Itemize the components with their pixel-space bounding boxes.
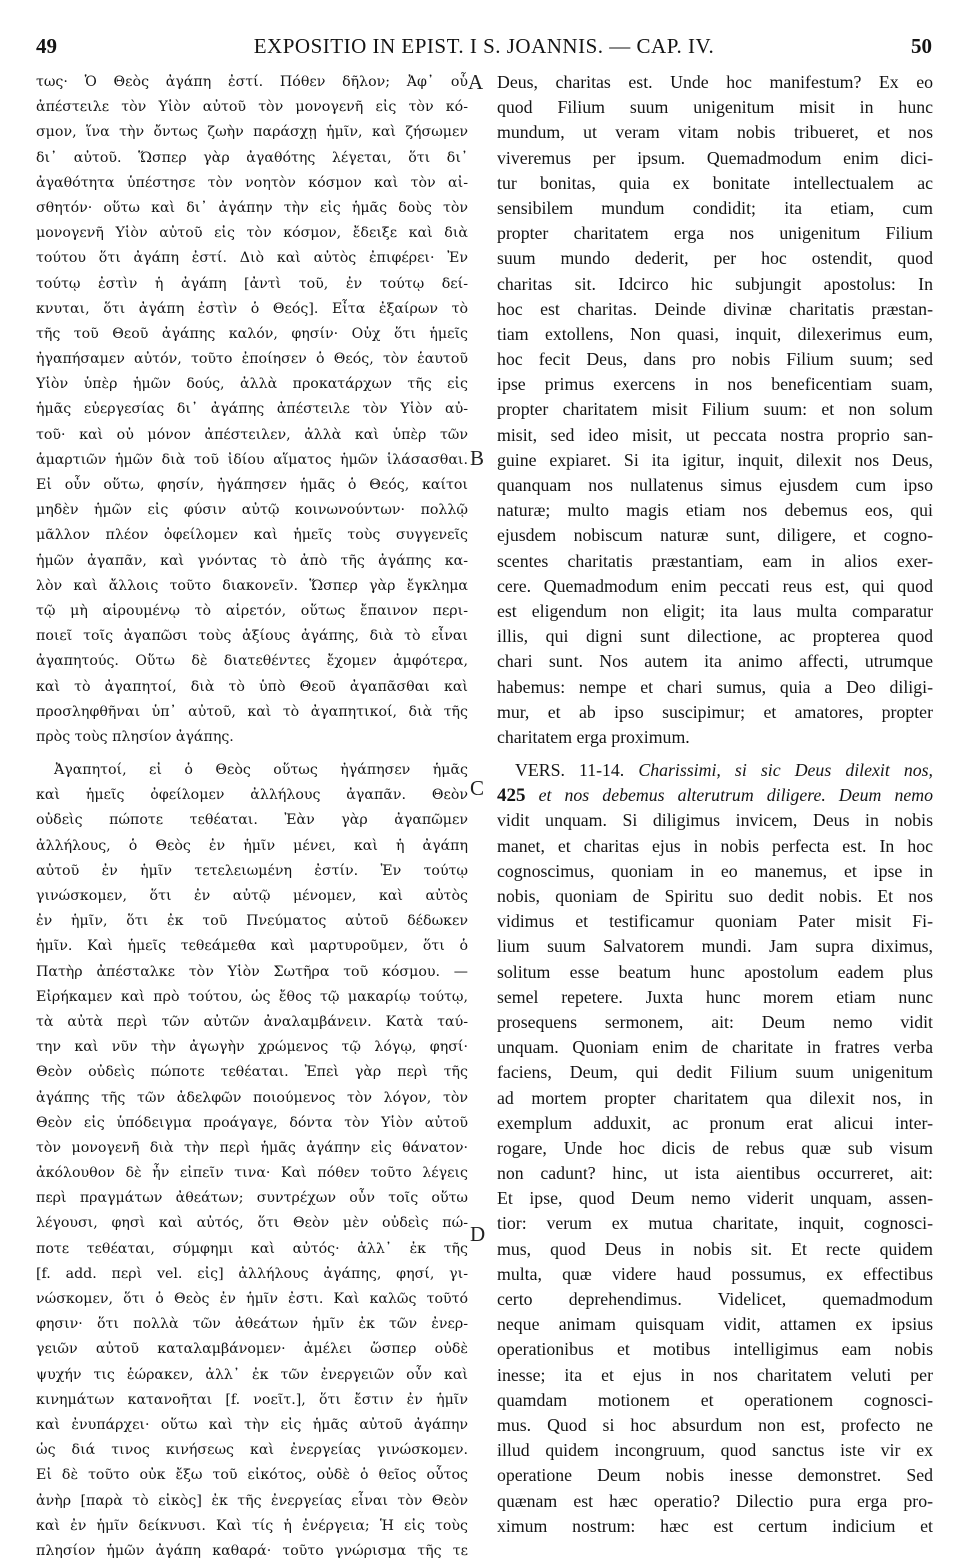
text-line: misit, sed ideo misit, ut peccata nostra proprio san- <box>497 424 933 445</box>
text-line: φησιν· ὅτι πολλὰ τῶν ἀθεάτων ἡμῖν ἐκ τῶν ἐνερ- <box>36 1316 468 1333</box>
text-line: inesse; ita et ejus in nos charitatem veluti per <box>497 1364 933 1385</box>
text-line: mundum, ut veram vitam nobis tribueret, et nos <box>497 122 933 143</box>
text-line: quod Filium suum unigenitum misit in hunc <box>497 97 933 118</box>
greek-column <box>36 70 468 1564</box>
text-line: ἡμᾶς εὐεργεσίας δι᾽ ἀγάπης ἀπέστειλε τὸν Υἱὸν αὐ- <box>36 401 468 418</box>
text-line: λὸν καὶ ἄλλοις τοῦτο διακονεῖν. Ὥσπερ γὰρ ἔγκλημα <box>36 577 468 594</box>
text-line: μηδὲν ἡμῶν εἰς φύσιν αὐτῷ κοινωνούντων· πολλῷ <box>36 502 468 519</box>
text-line: mus. Quod si hoc absurdum non est, profecto ne <box>497 1414 933 1435</box>
text-line: ἡμῶν ἀγαπᾶν, καὶ γνόντας τὸ ἀπὸ τῆς ἀγάπης κα- <box>36 552 468 569</box>
section-marker-d: D <box>470 1222 486 1246</box>
text-line: sensibilem mundum condidit; ita etiam, cum <box>497 197 933 218</box>
text-line: μᾶλλον πλέον ὀφείλομεν καὶ ἡμεῖς τοὺς συγγενεῖς <box>36 527 468 544</box>
text-line: ejusdem nobiscum naturæ sunt, diligere, et cogno- <box>497 525 933 546</box>
running-title: EXPOSITIO IN EPIST. I S. JOANNIS. — CAP. IV. <box>253 34 715 58</box>
text-line: charitas sit. Idcirco hic subjungit apostolus: In <box>497 273 933 294</box>
latin-paragraph-2 <box>497 808 933 1538</box>
text-line: prosequens sermonem, ait: Deum nemo vidit <box>497 1011 933 1032</box>
text-line: naturæ; multo magis etiam nos debemus eos, qui <box>497 500 933 521</box>
text-line: propter charitatem misit Filium suum: et non solum <box>497 399 933 420</box>
text-line: [f. add. περὶ vel. εἰς] ἀλλήλους ἀγάπης, φησί, γι- <box>36 1265 468 1282</box>
text-line: neque animam quisquam vidit, attamen ex ipsius <box>497 1314 933 1335</box>
text-line: vidit unquam. Si diligimus invicem, Deus in nobis <box>497 810 933 831</box>
text-line: κνυται, ὅτι ἀγάπη ἐστὶν ὁ Θεός]. Εἶτα ἐξαίρων τὸ <box>36 300 468 317</box>
text-line: propter charitatem erga nos unigenitum Filium <box>497 223 933 244</box>
page-number-right: 50 <box>911 34 932 58</box>
text-line: operationibus et motibus intelligimus eam nobis <box>497 1339 933 1360</box>
text-line: multa, quæ videre haud possumus, ex effectibus <box>497 1263 933 1284</box>
text-line: κινημάτων κατανοῆται [f. νοεῖτ.], ὅτι ἔστιν ἐν ἡμῖν <box>36 1391 468 1408</box>
text-line: vidimus et testificamur quoniam Pater misit Fi- <box>497 911 933 932</box>
text-line: cere. Quemadmodum enim peccati reus est, qui quod <box>497 575 933 596</box>
text-line: Πατὴρ ἀπέσταλκε τὸν Υἱὸν Σωτῆρα τοῦ κόσμου. — <box>36 963 468 980</box>
text-line: viveremus per ipsum. Quemadmodum enim dici- <box>497 147 933 168</box>
text-line: περὶ πραγμάτων ἀθεάτων; συντρέχων οὖν τοῖς οὕτω <box>36 1190 468 1207</box>
text-line: καὶ ἐνυπάρχει· οὕτω καὶ τὴν εἰς ἡμᾶς αὐτοῦ ἀγάπην <box>36 1416 468 1433</box>
text-line: illis, qui digni sunt dilectione, ac propterea quod <box>497 626 933 647</box>
text-line: suum mundo dederit, per hoc ostendit, quod <box>497 248 933 269</box>
page-reference: 425 <box>497 785 526 807</box>
text-line: ἁμαρτιῶν ἡμῶν διὰ τοῦ ἰδίου αἵματος ἡμῶν ἱλάσασθαι. <box>36 451 468 468</box>
text-line: γειῶν αὐτοῦ καταλαμβάνομεν· ἀμέλει ὥσπερ οὐδὲ <box>36 1341 468 1358</box>
text-line: operatione Deum nobis inesse demonstret. Sed <box>497 1465 933 1486</box>
text-line: μονογενῆ Υἱὸν αὐτοῦ εἰς τὸν κόσμον, ἔδειξε καὶ διὰ <box>36 225 468 242</box>
text-line: Ἀγαπητοί, εἰ ὁ Θεὸς οὕτως ἠγάπησεν ἡμᾶς <box>54 762 468 779</box>
section-marker-b: B <box>470 446 485 470</box>
page-number-left: 49 <box>36 34 57 58</box>
running-header <box>36 34 932 64</box>
text-line: faciens, Deum, qui dedit Filium suum unigenitum <box>497 1062 933 1083</box>
text-line: αὐτοῦ ἐν ἡμῖν τετελειωμένη ἐστίν. Ἐν τούτῳ <box>36 862 468 879</box>
text-line: ximum nostrum: hæc est certum indicium et <box>497 1515 933 1536</box>
text-line: guine expiaret. Si ita igitur, inquit, dilexit nos Deus, <box>497 449 933 470</box>
text-line: ipse primus exercens in nos beneficentiam suam, <box>497 374 933 395</box>
text-line: πλησίον ἡμῶν ἀγάπη καθαρά· τοῦτο γνώρισμα τῆς τε <box>36 1542 468 1559</box>
text-line: Εἰ δὲ τοῦτο οὐκ ἔξω τοῦ εἰκότος, οὐδὲ ὁ θεῖος οὗτος <box>36 1467 468 1484</box>
text-line: quamdam motionem et operationem cognosci- <box>497 1389 933 1410</box>
text-line: ἀγαθότητα ὑπέστησε τὸν νοητὸν κόσμον καὶ τὸν αἰ- <box>36 174 468 191</box>
text-line: καὶ τὸ ἀγαπητοί, διὰ τὸ ὑπὸ Θεοῦ ἀγαπᾶσθαι καὶ <box>36 678 468 695</box>
text-line: τῆς τοῦ Θεοῦ ἀγάπης καλόν, φησίν· Οὐχ ὅτι ἡμεῖς <box>36 325 468 342</box>
text-line: ἀγαπητούς. Οὕτω δὲ διατεθέντες ἔχομεν ἀμφότερα, <box>36 653 468 670</box>
latin-column <box>497 70 933 1539</box>
text-line: habemus: nempe et chari sumus, quia a Deo diligi- <box>497 676 933 697</box>
text-line: mur, et ab ipso suscipimur; et amatores, propter <box>497 701 933 722</box>
verse-heading-line <box>497 758 933 783</box>
greek-paragraph-1 <box>36 70 468 750</box>
text-line: tur bonitas, quia ex bonitate intellectualem ac <box>497 172 933 193</box>
text-line: λέγουσι, φησὶ καὶ αὐτός, ὅτι Θεὸν μὲν οὐδεὶς πώ- <box>36 1215 468 1232</box>
text-line: καὶ ἐν ἡμῖν δείκνυσι. Καὶ τίς ἡ ἐνέργεια; Ἡ εἰς τοὺς <box>36 1517 468 1534</box>
text-line: καὶ ἡμεῖς ὀφείλομεν ἀλλήλους ἀγαπᾶν. Θεὸν <box>36 787 468 804</box>
text-line: ποιεῖ τοῖς ἀγαπῶσι τοὺς ἀξίους ἀγάπης, διὰ τὸ εἶναι <box>36 628 468 645</box>
text-line: οὐδεὶς πώποτε τεθέαται. Ἐὰν γὰρ ἀγαπῶμεν <box>36 812 468 829</box>
text-line: quænam est hæc operatio? Dilectio pura erga pro- <box>497 1490 933 1511</box>
text-line: σθητόν· οὕτω καὶ δι᾽ ἀγάπην τὴν εἰς ἡμᾶς δοὺς τὸν <box>36 199 468 216</box>
verse-text-start: Charissimi, si sic Deus dilexit nos, <box>638 760 933 781</box>
text-line: προσληφθῆναι ὑπ᾽ αὐτοῦ, καὶ τὸ ἀγαπητικοί, διὰ τῆς <box>36 703 468 720</box>
text-line: manet, et charitas ejus in nobis perfecta est. In hoc <box>497 835 933 856</box>
text-line: ποτε τεθέαται, σύμφημι καὶ αὐτός· ἀλλ᾽ ἐκ τῆς <box>36 1240 468 1257</box>
text-line: ἠγαπήσαμεν αὐτόν, τοῦτο ἐποίησεν ὁ Θεός, τὸν ἑαυτοῦ <box>36 351 468 368</box>
text-line: solitum esse beatum hunc apostolum eadem plus <box>497 961 933 982</box>
text-line: illud quidem incongruum, quod sanctus iste vir ex <box>497 1440 933 1461</box>
text-line: tior: verum ex mutua charitate, inquit, cognosci- <box>497 1213 933 1234</box>
text-line: σμον, ἵνα τὴν ὄντως ζωὴν παράσχῃ ἡμῖν, καὶ ζήσωμεν <box>36 124 468 141</box>
text-line: mus, quod Deus in nobis sit. Et recte quidem <box>497 1238 933 1259</box>
text-line: cognoscimus, quoniam in eo manemus, et ipse in <box>497 860 933 881</box>
text-line: δι᾽ αὐτοῦ. Ὥσπερ γὰρ ἀγαθότης λέγεται, ὅτι δι᾽ <box>36 149 468 166</box>
text-line: tiam extollens, Non quasi, inquit, dilexerimus eum, <box>497 323 933 344</box>
text-line: hoc est charitas. Deinde divinæ charitatis præstan- <box>497 298 933 319</box>
text-line: ἡμῖν. Καὶ ἡμεῖς τεθεάμεθα καὶ μαρτυροῦμεν, ὅτι ὁ <box>36 938 468 955</box>
text-line: exemplum adduxit, ac pronum erat alicui inter- <box>497 1112 933 1133</box>
text-line: Et ipse, quod Deum nemo viderit unquam, assen- <box>497 1188 933 1209</box>
verse-text-continued: et nos debemus alterutrum diligere. Deum nemo <box>538 785 933 806</box>
text-line: semel repetere. Juxta hunc morem etiam nunc <box>497 986 933 1007</box>
text-line: την καὶ νῦν τὴν ἀγωγὴν χρώμενος τῷ λόγῳ, φησί· <box>36 1039 468 1056</box>
text-line: lium suum Salvatorem mundi. Jam supra diximus, <box>497 936 933 957</box>
text-line: νώσκομεν, ὅτι ὁ Θεὸς ἐν ἡμῖν ἐστι. Καὶ καλῶς τοῦτό <box>36 1291 468 1307</box>
text-line: τὸν μονογενῆ διὰ τὴν περὶ ἡμᾶς ἀγάπην εἰς θάνατον· <box>36 1139 468 1156</box>
text-line: τοῦ· καὶ οὐ μόνον ἀπέστειλεν, ἀλλὰ καὶ ὑπὲρ τῶν <box>36 426 468 443</box>
text-line: Εἰ οὖν οὕτω, φησίν, ἠγάπησεν ἡμᾶς ὁ Θεός, καίτοι <box>36 477 468 493</box>
text-line: charitatem erga proximum. <box>497 726 690 747</box>
verse-second-line <box>497 783 933 808</box>
text-line: ἀνὴρ [παρὰ τὸ εἰκὸς] ἐκ τῆς ἐνεργείας εἶναι τὸν Θεὸν <box>36 1492 468 1509</box>
text-line: hoc fecit Deus, dans pro nobis Filium suum; sed <box>497 349 933 370</box>
text-line: rogare, Unde hoc dicis de rebus quæ sub visum <box>497 1137 933 1158</box>
text-line: Θεὸν εἰς ὑπόδειγμα προάγαγε, δόντα τὸν Υἱὸν αὐτοῦ <box>36 1114 468 1131</box>
text-line: ἀπέστειλε τὸν Υἱὸν αὐτοῦ τὸν μονογενῆ εἰς τὸν κό- <box>36 99 468 116</box>
text-line: ἀγάπης τῆς τῶν ἀδελφῶν ποιούμενος τὸν λόγον, τὸν <box>36 1089 468 1106</box>
text-line: Υἱὸν ὑπὲρ ἡμῶν δούς, ἀλλὰ προκατάρχων τῆς εἰς <box>36 376 468 393</box>
latin-paragraph-1 <box>497 70 933 750</box>
text-line: unquam. Quoniam enim de charitate in fratres verba <box>497 1037 933 1058</box>
text-line: Εἰρήκαμεν καὶ πρὸ τούτου, ὡς ἔθος τῷ μακαρίῳ τούτῳ, <box>36 988 468 1005</box>
text-line: non cadunt? hinc, ut ista aientibus occurreret, ait: <box>497 1163 933 1184</box>
text-line: τούτου ὅτι ἀγάπη ἐστί. Διὸ καὶ αὐτὸς ἐπιφέρει· Ἐν <box>36 250 468 267</box>
text-line: quanquam nos nullatenus simus ejusdem cum ipso <box>497 475 933 495</box>
text-line: τούτῳ ἐστὶν ἡ ἀγάπη [ἀντὶ τοῦ, ἐν τούτῳ δεί- <box>36 275 468 292</box>
text-line: Deus, charitas est. Unde hoc manifestum? Ex eo <box>497 72 933 92</box>
text-line: ad mortem propter charitatem qua dilexit nos, in <box>497 1087 933 1108</box>
text-line: ὡς διά τινος κινήσεως καὶ ἐνεργείας γινώσκομεν. <box>36 1442 468 1459</box>
text-line: Θεὸν οὐδεὶς πώποτε τεθέαται. Ἐπεὶ γὰρ περὶ τῆς <box>36 1064 468 1081</box>
text-line: τὰ αὐτὰ περὶ τῶν αὐτῶν ἀναλαμβάνειν. Κατὰ ταύ- <box>36 1013 468 1030</box>
text-line: πρὸς τοὺς πλησίον ἀγάπης. <box>36 728 234 745</box>
text-line: ψυχήν τις ἑώρακεν, ἀλλ᾽ ἐκ τῶν ἐνεργειῶν οὖν καὶ <box>36 1366 468 1383</box>
text-line: scentes charitatis præstantiam, eam in alios exer- <box>497 550 933 571</box>
section-marker-c: C <box>470 776 485 800</box>
text-line: τῷ μὴ αἱρουμένῳ τὸ αἱρετόν, οὕτως ἔπαινον περι- <box>36 602 468 619</box>
section-marker-a: A <box>468 70 484 94</box>
greek-paragraph-2 <box>36 758 468 1564</box>
verse-label: VERS. 11-14. <box>515 760 625 781</box>
text-line: γινώσκομεν, ὅτι ἐν αὐτῷ μένομεν, καὶ αὐτὸς <box>36 888 468 904</box>
text-line: certo deprehendimus. Videlicet, quemadmodum <box>497 1289 933 1309</box>
text-line: ἀλλήλους, ὁ Θεὸς ἐν ἡμῖν μένει, καὶ ἡ ἀγάπη <box>36 837 468 854</box>
text-line: ἀκόλουθον δὲ ἦν εἰπεῖν τινα· Καὶ πόθεν τοῦτο λέγεις <box>36 1165 468 1182</box>
text-line: ἐν ἡμῖν, ὅτι ἐκ τοῦ Πνεύματος αὐτοῦ δέδωκεν <box>36 913 468 930</box>
text-line: nobis, quoniam de Spiritu suo dedit nobis. Et nos <box>497 886 933 906</box>
text-line: chari sunt. Nos autem ita animo affecti, utrumque <box>497 651 933 672</box>
text-line: est eligendum non eligit; ita laus multa comparatur <box>497 600 933 621</box>
text-line: τως· Ὁ Θεὸς ἀγάπη ἐστί. Πόθεν δῆλον; Ἀφ᾽ οὗ <box>36 74 468 90</box>
